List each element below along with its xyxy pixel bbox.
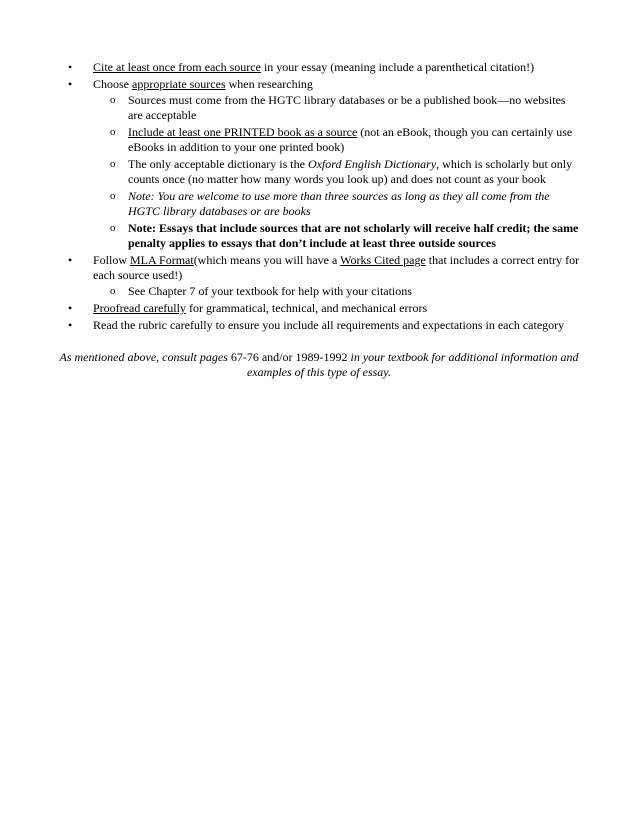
list-item-choose-sources: [62, 77, 582, 251]
works-cited-text: Works Cited page: [340, 253, 426, 267]
appropriate-sources-text: appropriate sources: [132, 77, 226, 91]
note-penalty-text: Note: Essays that include sources that are not scholarly will receive half credit; the same penalty applies to essays that don’t include at least three outside sources: [128, 221, 579, 250]
sub-item-printed-book: [93, 125, 582, 155]
closing-part-1: As mentioned above, consult pages: [59, 350, 231, 364]
sub-bullet-icon: o: [110, 190, 116, 202]
sources-sub-list: [93, 93, 582, 251]
bullet-icon: •: [68, 253, 73, 267]
bullet-icon: •: [68, 318, 73, 332]
rubric-text: Read the rubric carefully to ensure you include all requirements and expectations in each category: [93, 318, 565, 332]
list-item-mla-format: [62, 253, 582, 299]
cite-link-text: Cite at least once from each source: [93, 60, 261, 74]
sub-item-dictionary: [93, 157, 582, 187]
choose-post-text: when researching: [225, 77, 313, 91]
list-item-cite: [62, 60, 582, 75]
printed-book-rest-text: (not an eBook, though you can certainly use eBooks in addition to your one printed book): [128, 125, 573, 154]
sub-bullet-icon: o: [110, 222, 116, 234]
mla-sub-list: [93, 284, 582, 299]
sub-bullet-icon: o: [110, 94, 116, 106]
sub-item-chapter-7: [93, 284, 582, 299]
closing-paragraph: [58, 350, 580, 380]
dictionary-pre-text: The only acceptable dictionary is the: [128, 157, 308, 171]
closing-part-3: in your textbook for additional information and examples of this type of essay.: [247, 350, 579, 379]
bullet-icon: •: [68, 60, 73, 74]
mla-format-text: MLA Format: [130, 253, 194, 267]
closing-pages-text: 67-76 and/or 1989-1992: [230, 350, 348, 364]
sub-item-databases: [93, 93, 582, 123]
databases-text: Sources must come from the HGTC library databases or be a published book—no websites are acceptable: [128, 93, 566, 122]
requirements-list: [62, 60, 582, 335]
list-item-proofread: [62, 301, 582, 316]
follow-mid-text: (which means you will have a: [193, 253, 341, 267]
follow-post-text: that includes a correct entry for each source used!): [93, 253, 580, 282]
bullet-icon: •: [68, 301, 73, 315]
list-item-rubric: [62, 318, 582, 333]
dictionary-post-text: , which is scholarly but only counts once (no matter how many words you look up) and does not count as your book: [128, 157, 573, 186]
sub-item-note-penalty: [93, 221, 582, 251]
sub-item-note-more-sources: [93, 189, 582, 219]
sub-bullet-icon: o: [110, 158, 116, 170]
cite-text: in your essay (meaning include a parenthetical citation!): [260, 60, 535, 74]
dictionary-title-text: Oxford English Dictionary: [307, 157, 437, 171]
note-more-sources-text: Note: You are welcome to use more than three sources as long as they all come from the HGTC library databases or are books: [128, 189, 550, 218]
proofread-text: Proofread carefully: [93, 301, 186, 315]
choose-pre-text: Choose: [93, 77, 132, 91]
proofread-rest-text: for grammatical, technical, and mechanical errors: [185, 301, 428, 315]
sub-bullet-icon: o: [110, 285, 116, 297]
chapter-7-text: See Chapter 7 of your textbook for help with your citations: [128, 284, 412, 298]
follow-pre-text: Follow: [93, 253, 131, 267]
bullet-icon: •: [68, 77, 73, 91]
sub-bullet-icon: o: [110, 126, 116, 138]
printed-book-text: Include at least one PRINTED book as a source: [128, 125, 358, 139]
